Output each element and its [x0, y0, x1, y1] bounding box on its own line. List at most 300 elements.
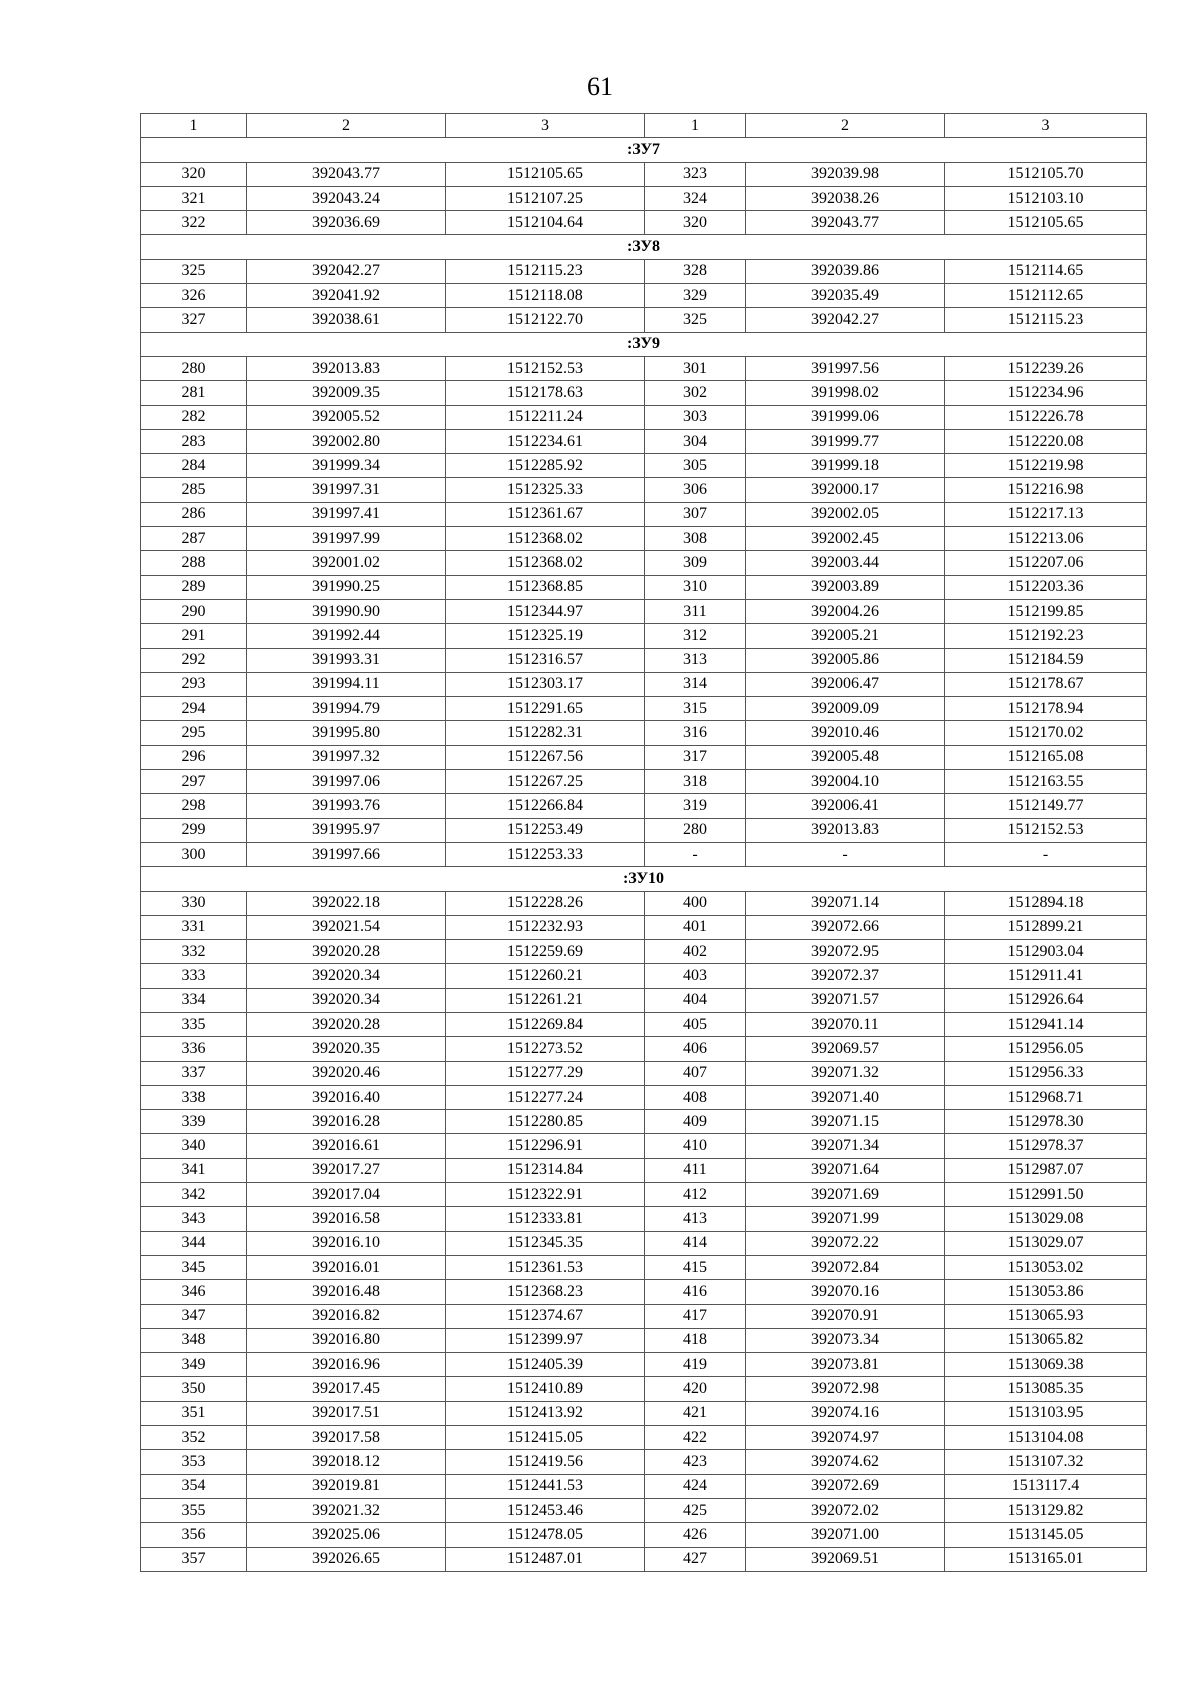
header-cell: 3 [945, 114, 1147, 138]
table-cell: 392001.02 [247, 551, 446, 575]
coordinates-table [140, 113, 1147, 1572]
table-cell: 1512968.71 [945, 1085, 1147, 1109]
table-cell: 392004.26 [746, 599, 945, 623]
table-cell: 1512232.93 [446, 915, 645, 939]
table-cell: 337 [141, 1061, 247, 1085]
table-cell: 1512399.97 [446, 1328, 645, 1352]
table-cell: 340 [141, 1134, 247, 1158]
table-cell: 1512345.35 [446, 1231, 645, 1255]
table-cell: 1512413.92 [446, 1401, 645, 1425]
table-cell: 392016.96 [247, 1353, 446, 1377]
table-cell: 351 [141, 1401, 247, 1425]
table-row [141, 429, 1147, 453]
table-cell: 415 [645, 1255, 746, 1279]
table-cell: 313 [645, 648, 746, 672]
table-cell: 392073.81 [746, 1353, 945, 1377]
table-cell: 403 [645, 964, 746, 988]
section-row [141, 138, 1147, 162]
table-cell: 1512220.08 [945, 429, 1147, 453]
table-row [141, 1037, 1147, 1061]
table-cell: 392021.54 [247, 915, 446, 939]
table-cell: 392071.34 [746, 1134, 945, 1158]
table-cell: 285 [141, 478, 247, 502]
table-cell: 316 [645, 721, 746, 745]
table-cell: 392017.27 [247, 1158, 446, 1182]
table-cell: 1512163.55 [945, 770, 1147, 794]
table-cell: - [645, 842, 746, 866]
table-cell: 392016.40 [247, 1085, 446, 1109]
table-cell: 392072.66 [746, 915, 945, 939]
section-title: :ЗУ7 [141, 138, 1147, 162]
table-cell: 404 [645, 988, 746, 1012]
table-cell: 392020.34 [247, 988, 446, 1012]
table-cell: 300 [141, 842, 247, 866]
table-cell: 392072.84 [746, 1255, 945, 1279]
table-cell: 414 [645, 1231, 746, 1255]
table-row [141, 915, 1147, 939]
header-row [141, 114, 1147, 138]
table-cell: 392016.10 [247, 1231, 446, 1255]
table-row [141, 186, 1147, 210]
table-cell: 419 [645, 1353, 746, 1377]
table-cell: 298 [141, 794, 247, 818]
table-cell: 392035.49 [746, 284, 945, 308]
table-cell: 426 [645, 1523, 746, 1547]
table-cell: 392071.14 [746, 891, 945, 915]
table-cell: 1512978.30 [945, 1110, 1147, 1134]
table-row [141, 964, 1147, 988]
section-title: :ЗУ8 [141, 235, 1147, 259]
table-cell: 392021.32 [247, 1498, 446, 1522]
table-cell: 391993.76 [247, 794, 446, 818]
table-cell: 1512282.31 [446, 721, 645, 745]
table-row [141, 356, 1147, 380]
table-cell: 392009.09 [746, 697, 945, 721]
table-cell: 343 [141, 1207, 247, 1231]
table-cell: 422 [645, 1426, 746, 1450]
table-cell: 1512234.61 [446, 429, 645, 453]
table-cell: 1512374.67 [446, 1304, 645, 1328]
table-cell: 392018.12 [247, 1450, 446, 1474]
table-row [141, 940, 1147, 964]
table-cell: 1513129.82 [945, 1498, 1147, 1522]
table-row [141, 454, 1147, 478]
table-cell: 1512170.02 [945, 721, 1147, 745]
table-cell: 322 [141, 211, 247, 235]
table-cell: 392072.37 [746, 964, 945, 988]
table-cell: 392071.40 [746, 1085, 945, 1109]
table-cell: 391999.77 [746, 429, 945, 453]
table-cell: 1513053.86 [945, 1280, 1147, 1304]
table-cell: 325 [141, 259, 247, 283]
table-cell: 1512478.05 [446, 1523, 645, 1547]
table-row [141, 1158, 1147, 1182]
table-cell: 424 [645, 1474, 746, 1498]
coordinates-table-body [141, 114, 1147, 1572]
table-cell: 392041.92 [247, 284, 446, 308]
table-cell: 1512894.18 [945, 891, 1147, 915]
table-cell: 320 [645, 211, 746, 235]
section-title: :ЗУ10 [141, 867, 1147, 891]
table-cell: 283 [141, 429, 247, 453]
table-cell: 392017.45 [247, 1377, 446, 1401]
table-cell: 1512911.41 [945, 964, 1147, 988]
table-cell: 392071.00 [746, 1523, 945, 1547]
table-cell: 392017.04 [247, 1183, 446, 1207]
table-row [141, 575, 1147, 599]
table-cell: 416 [645, 1280, 746, 1304]
table-cell: 407 [645, 1061, 746, 1085]
table-cell: 391998.02 [746, 381, 945, 405]
table-cell: 1513065.82 [945, 1328, 1147, 1352]
table-cell: 1512260.21 [446, 964, 645, 988]
table-cell: 1512219.98 [945, 454, 1147, 478]
table-cell: 1512178.67 [945, 672, 1147, 696]
table-cell: 1512114.65 [945, 259, 1147, 283]
table-cell: 392006.41 [746, 794, 945, 818]
table-cell: 1512199.85 [945, 599, 1147, 623]
table-cell: 1512112.65 [945, 284, 1147, 308]
table-cell: 1512105.65 [945, 211, 1147, 235]
table-cell: 1512165.08 [945, 745, 1147, 769]
table-cell: 392020.28 [247, 940, 446, 964]
table-cell: 391993.31 [247, 648, 446, 672]
table-cell: 280 [645, 818, 746, 842]
table-row [141, 988, 1147, 1012]
table-cell: 1512361.67 [446, 502, 645, 526]
table-row [141, 697, 1147, 721]
table-cell: 1513029.07 [945, 1231, 1147, 1255]
table-cell: 392072.22 [746, 1231, 945, 1255]
table-cell: 392074.62 [746, 1450, 945, 1474]
table-row [141, 527, 1147, 551]
table-cell: 1512314.84 [446, 1158, 645, 1182]
table-cell: 336 [141, 1037, 247, 1061]
table-cell: 417 [645, 1304, 746, 1328]
table-cell: 392000.17 [746, 478, 945, 502]
table-cell: 356 [141, 1523, 247, 1547]
table-cell: 392071.57 [746, 988, 945, 1012]
table-cell: 400 [645, 891, 746, 915]
table-cell: 391997.99 [247, 527, 446, 551]
table-cell: 301 [645, 356, 746, 380]
header-cell: 1 [645, 114, 746, 138]
header-cell: 3 [446, 114, 645, 138]
table-cell: 1512104.64 [446, 211, 645, 235]
table-cell: 392017.58 [247, 1426, 446, 1450]
table-cell: 405 [645, 1012, 746, 1036]
table-cell: 1512207.06 [945, 551, 1147, 575]
table-cell: 326 [141, 284, 247, 308]
table-cell: 391995.97 [247, 818, 446, 842]
table-cell: 349 [141, 1353, 247, 1377]
table-row [141, 1280, 1147, 1304]
table-cell: 319 [645, 794, 746, 818]
table-cell: 1513104.08 [945, 1426, 1147, 1450]
table-cell: 310 [645, 575, 746, 599]
table-cell: 392017.51 [247, 1401, 446, 1425]
table-cell: 1512211.24 [446, 405, 645, 429]
table-cell: 1513165.01 [945, 1547, 1147, 1571]
table-cell: 392070.16 [746, 1280, 945, 1304]
table-row [141, 551, 1147, 575]
table-cell: 392043.77 [746, 211, 945, 235]
table-cell: 344 [141, 1231, 247, 1255]
table-cell: 1512178.63 [446, 381, 645, 405]
table-cell: 1512203.36 [945, 575, 1147, 599]
table-cell: 1512410.89 [446, 1377, 645, 1401]
table-cell: 391994.11 [247, 672, 446, 696]
table-cell: 1512453.46 [446, 1498, 645, 1522]
table-row [141, 648, 1147, 672]
table-cell: 1512178.94 [945, 697, 1147, 721]
table-cell: 392019.81 [247, 1474, 446, 1498]
table-cell: 392071.64 [746, 1158, 945, 1182]
table-cell: 392043.77 [247, 162, 446, 186]
table-cell: 391995.80 [247, 721, 446, 745]
table-cell: 1512213.06 [945, 527, 1147, 551]
table-cell: 1512956.05 [945, 1037, 1147, 1061]
table-row [141, 259, 1147, 283]
table-cell: 401 [645, 915, 746, 939]
table-cell: 282 [141, 405, 247, 429]
table-cell: 317 [645, 745, 746, 769]
table-cell: 392005.48 [746, 745, 945, 769]
table-row [141, 478, 1147, 502]
table-cell: 1512228.26 [446, 891, 645, 915]
table-row [141, 1183, 1147, 1207]
table-cell: 1512344.97 [446, 599, 645, 623]
table-cell: 1512325.33 [446, 478, 645, 502]
table-cell: 408 [645, 1085, 746, 1109]
table-cell: 1512368.02 [446, 551, 645, 575]
table-cell: 291 [141, 624, 247, 648]
table-cell: 392020.34 [247, 964, 446, 988]
table-cell: 348 [141, 1328, 247, 1352]
table-cell: 392016.58 [247, 1207, 446, 1231]
table-cell: 392036.69 [247, 211, 446, 235]
table-cell: 346 [141, 1280, 247, 1304]
table-cell: 392010.46 [746, 721, 945, 745]
table-cell: 288 [141, 551, 247, 575]
table-cell: 280 [141, 356, 247, 380]
table-cell: 406 [645, 1037, 746, 1061]
table-row [141, 1207, 1147, 1231]
table-cell: 391999.34 [247, 454, 446, 478]
table-cell: 1512259.69 [446, 940, 645, 964]
table-cell: 352 [141, 1426, 247, 1450]
table-cell: 1512280.85 [446, 1110, 645, 1134]
table-cell: 1513107.32 [945, 1450, 1147, 1474]
table-cell: 292 [141, 648, 247, 672]
table-cell: 1512926.64 [945, 988, 1147, 1012]
table-row [141, 794, 1147, 818]
table-cell: 392074.97 [746, 1426, 945, 1450]
table-cell: 1512277.24 [446, 1085, 645, 1109]
table-cell: 392072.02 [746, 1498, 945, 1522]
table-row [141, 842, 1147, 866]
table-cell: 1512234.96 [945, 381, 1147, 405]
table-cell: 392069.57 [746, 1037, 945, 1061]
table-cell: 357 [141, 1547, 247, 1571]
table-row [141, 502, 1147, 526]
table-row [141, 211, 1147, 235]
table-cell: 392002.80 [247, 429, 446, 453]
table-cell: 392004.10 [746, 770, 945, 794]
header-cell: 2 [746, 114, 945, 138]
table-cell: 392072.98 [746, 1377, 945, 1401]
table-row [141, 405, 1147, 429]
table-cell: 392043.24 [247, 186, 446, 210]
table-cell: 303 [645, 405, 746, 429]
table-cell: 1512253.33 [446, 842, 645, 866]
table-cell: 297 [141, 770, 247, 794]
table-cell: 1513065.93 [945, 1304, 1147, 1328]
table-cell: 392003.89 [746, 575, 945, 599]
table-cell: 308 [645, 527, 746, 551]
table-row [141, 1450, 1147, 1474]
table-cell: 1512285.92 [446, 454, 645, 478]
table-cell: 1512261.21 [446, 988, 645, 1012]
table-cell: - [945, 842, 1147, 866]
table-cell: 1512991.50 [945, 1183, 1147, 1207]
table-row [141, 1523, 1147, 1547]
table-cell: 1512277.29 [446, 1061, 645, 1085]
table-row [141, 1401, 1147, 1425]
table-row [141, 1474, 1147, 1498]
table-cell: 392003.44 [746, 551, 945, 575]
table-row [141, 1085, 1147, 1109]
table-cell: 289 [141, 575, 247, 599]
table-cell: 392042.27 [746, 308, 945, 332]
table-cell: 423 [645, 1450, 746, 1474]
table-cell: 1512303.17 [446, 672, 645, 696]
table-row [141, 1377, 1147, 1401]
table-cell: 392071.15 [746, 1110, 945, 1134]
table-cell: 402 [645, 940, 746, 964]
table-cell: 1512291.65 [446, 697, 645, 721]
table-cell: 320 [141, 162, 247, 186]
table-cell: 391997.31 [247, 478, 446, 502]
table-cell: 330 [141, 891, 247, 915]
table-cell: 1512105.65 [446, 162, 645, 186]
table-cell: 334 [141, 988, 247, 1012]
table-cell: 1512152.53 [446, 356, 645, 380]
table-row [141, 672, 1147, 696]
table-cell: 1512115.23 [945, 308, 1147, 332]
table-cell: 1513053.02 [945, 1255, 1147, 1279]
table-cell: 392020.28 [247, 1012, 446, 1036]
table-cell: 391997.66 [247, 842, 446, 866]
table-row [141, 1110, 1147, 1134]
table-cell: 1512217.13 [945, 502, 1147, 526]
table-cell: 420 [645, 1377, 746, 1401]
table-cell: 413 [645, 1207, 746, 1231]
table-row [141, 624, 1147, 648]
table-cell: 392005.21 [746, 624, 945, 648]
table-cell: 1512899.21 [945, 915, 1147, 939]
table-cell: 293 [141, 672, 247, 696]
table-cell: 392016.48 [247, 1280, 446, 1304]
table-cell: 1512978.37 [945, 1134, 1147, 1158]
table-cell: 1512487.01 [446, 1547, 645, 1571]
table-row [141, 1304, 1147, 1328]
table-row [141, 1134, 1147, 1158]
table-cell: 312 [645, 624, 746, 648]
table-cell: 1512103.10 [945, 186, 1147, 210]
table-row [141, 721, 1147, 745]
table-cell: 1512192.23 [945, 624, 1147, 648]
table-cell: 1513117.4 [945, 1474, 1147, 1498]
table-cell: 1512273.52 [446, 1037, 645, 1061]
header-cell: 2 [247, 114, 446, 138]
table-cell: 421 [645, 1401, 746, 1425]
table-row [141, 1255, 1147, 1279]
table-cell: 391994.79 [247, 697, 446, 721]
table-cell: 1512152.53 [945, 818, 1147, 842]
section-title: :ЗУ9 [141, 332, 1147, 356]
table-cell: 391990.25 [247, 575, 446, 599]
table-cell: 1512269.84 [446, 1012, 645, 1036]
table-cell: 1512333.81 [446, 1207, 645, 1231]
table-cell: 392071.99 [746, 1207, 945, 1231]
table-cell: 391992.44 [247, 624, 446, 648]
table-cell: 329 [645, 284, 746, 308]
table-cell: 338 [141, 1085, 247, 1109]
table-cell: 281 [141, 381, 247, 405]
table-cell: 391999.06 [746, 405, 945, 429]
table-row [141, 1012, 1147, 1036]
table-cell: 392009.35 [247, 381, 446, 405]
table-row [141, 1547, 1147, 1571]
table-cell: 1512956.33 [945, 1061, 1147, 1085]
table-cell: 1512361.53 [446, 1255, 645, 1279]
table-cell: 392039.98 [746, 162, 945, 186]
table-cell: 412 [645, 1183, 746, 1207]
table-cell: 321 [141, 186, 247, 210]
table-cell: 1512267.25 [446, 770, 645, 794]
table-cell: 392073.34 [746, 1328, 945, 1352]
table-cell: 328 [645, 259, 746, 283]
table-cell: 350 [141, 1377, 247, 1401]
table-cell: 1512415.05 [446, 1426, 645, 1450]
table-row [141, 1498, 1147, 1522]
table-cell: 392038.26 [746, 186, 945, 210]
table-cell: 1512118.08 [446, 284, 645, 308]
table-cell: 1512903.04 [945, 940, 1147, 964]
table-row [141, 770, 1147, 794]
table-cell: 1512115.23 [446, 259, 645, 283]
table-row [141, 1231, 1147, 1255]
table-cell: 392039.86 [746, 259, 945, 283]
table-cell: 392005.86 [746, 648, 945, 672]
table-row [141, 818, 1147, 842]
table-cell: 392026.65 [247, 1547, 446, 1571]
table-cell: 1513029.08 [945, 1207, 1147, 1231]
table-cell: 299 [141, 818, 247, 842]
table-cell: 1512368.23 [446, 1280, 645, 1304]
table-cell: 309 [645, 551, 746, 575]
table-cell: 392070.91 [746, 1304, 945, 1328]
table-cell: 427 [645, 1547, 746, 1571]
table-cell: 418 [645, 1328, 746, 1352]
table-cell: 347 [141, 1304, 247, 1328]
table-cell: 392022.18 [247, 891, 446, 915]
header-cell: 1 [141, 114, 247, 138]
table-cell: 1512441.53 [446, 1474, 645, 1498]
table-cell: 1512105.70 [945, 162, 1147, 186]
table-cell: 392070.11 [746, 1012, 945, 1036]
